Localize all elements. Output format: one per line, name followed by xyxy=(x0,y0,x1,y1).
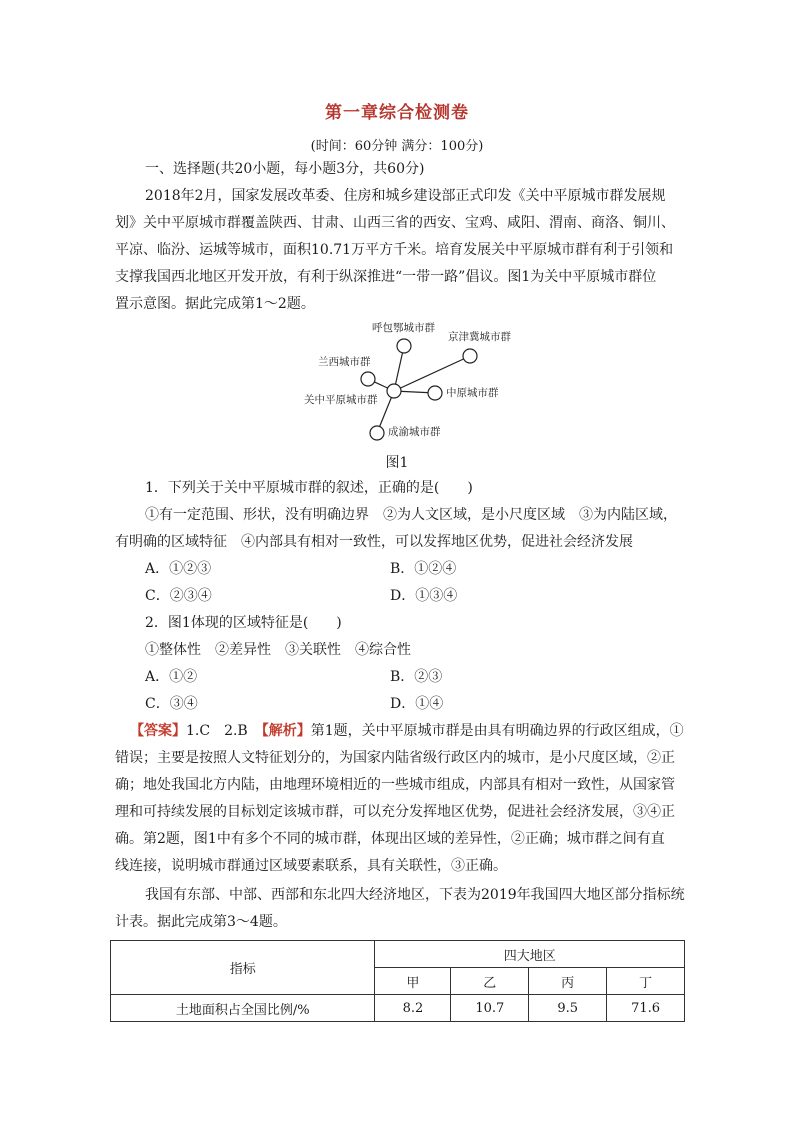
region-header: 甲 xyxy=(375,968,451,995)
table-header-regions: 四大地区 xyxy=(375,941,685,968)
q1-stem: 1．下列关于关中平原城市群的叙述，正确的是( ) xyxy=(145,480,473,496)
analysis-line-6: 线连接，说明城市群通过区域要素联系，具有关联性，③正确。 xyxy=(115,858,507,874)
q1-statement-1: ①有一定范围、形状，没有明确边界 ②为人文区域，是小尺度区域 ③为内陆区域， xyxy=(145,507,677,523)
table-cell: 71.6 xyxy=(607,995,685,1022)
intro-line-3: 平凉、临汾、运城等城市，面积10.71万平方千米。培育发展关中平原城市群有利于引领和 xyxy=(115,242,674,258)
answer-line-1 xyxy=(130,722,684,740)
q1-option-a: A．①②③ xyxy=(145,561,212,577)
table-cell: 9.5 xyxy=(529,995,607,1022)
q1-option-b: B．①②④ xyxy=(390,561,457,577)
intro-line-2: 划》关中平原城市群覆盖陕西、甘肃、山西三省的西安、宝鸡、咸阳、渭南、商洛、铜川、 xyxy=(115,215,675,231)
node-hubaoe xyxy=(397,339,411,353)
intro-line-1: 2018年2月，国家发展改革委、住房和城乡建设部正式印发《关中平原城市群发展规 xyxy=(145,188,666,204)
analysis-line-4: 理和可持续发展的目标划定该城市群，可以充分发挥地区优势，促进社会经济发展，③④正 xyxy=(115,804,675,820)
answer-text: 1.C 2.B xyxy=(186,723,262,739)
table-header-indicator: 指标 xyxy=(111,941,375,995)
label-center: 关中平原城市群 xyxy=(304,394,378,406)
label-chengyu: 成渝城市群 xyxy=(388,426,441,438)
center-node xyxy=(387,384,401,398)
region-header: 丙 xyxy=(529,968,607,995)
section2-line-1: 我国有东部、中部、西部和东北四大经济地区，下表为2019年我国四大地区部分指标统 xyxy=(145,887,685,903)
page-title: 第一章综合检测卷 xyxy=(325,103,469,123)
node-lanxi xyxy=(361,372,375,386)
q2-option-a: A．①② xyxy=(145,669,198,685)
q2-option-d: D．①④ xyxy=(390,696,444,712)
q1-statement-2: 有明确的区域特征 ④内部具有相对一致性，可以发挥地区优势，促进社会经济发展 xyxy=(115,534,633,550)
analysis-first-line: 第1题，关中平原城市群是由具有明确边界的行政区组成，① xyxy=(310,723,684,739)
table-cell: 10.7 xyxy=(451,995,529,1022)
region-header: 丁 xyxy=(607,968,685,995)
node-zhongyuan xyxy=(428,386,442,400)
q2-option-b: B．②③ xyxy=(390,669,443,685)
label-lanxi: 兰西城市群 xyxy=(318,356,371,368)
figure-caption: 图1 xyxy=(385,455,409,471)
q2-option-c: C．③④ xyxy=(145,696,198,712)
section2-line-2: 计表。据此完成第3～4题。 xyxy=(115,914,287,930)
intro-line-4: 支撑我国西北地区开发开放，有利于纵深推进“一带一路”倡议。图1为关中平原城市群位 xyxy=(115,269,657,285)
q2-statements: ①整体性 ②差异性 ③关联性 ④综合性 xyxy=(145,642,411,658)
label-jingjinji: 京津冀城市群 xyxy=(448,331,511,343)
label-zhongyuan: 中原城市群 xyxy=(446,387,499,399)
q1-option-c: C．②③④ xyxy=(145,588,212,604)
regions-table xyxy=(110,940,685,1022)
analysis-line-5: 确。第2题，图1中有多个不同的城市群，体现出区域的差异性，②正确；城市群之间有直 xyxy=(115,831,665,847)
row-label: 土地面积占全国比例/% xyxy=(111,995,375,1022)
label-hubaoe: 呼包鄂城市群 xyxy=(372,322,435,334)
analysis-tag: 【解析】 xyxy=(261,723,311,739)
node-chengyu xyxy=(370,426,384,440)
city-cluster-diagram xyxy=(300,318,540,448)
intro-line-5: 置示意图。据此完成第1～2题。 xyxy=(115,296,315,312)
answer-tag: 【答案】 xyxy=(130,723,186,739)
region-header: 乙 xyxy=(451,968,529,995)
node-jingjinji xyxy=(463,349,477,363)
analysis-line-3: 确；地处我国北方内陆，由地理环境相近的一些城市组成，内部具有相对一致性，从国家管 xyxy=(115,777,675,793)
section-heading: 一、选择题(共20小题，每小题3分，共60分) xyxy=(145,161,425,177)
table-row xyxy=(111,995,685,1022)
table-cell: 8.2 xyxy=(375,995,451,1022)
analysis-line-2: 错误；主要是按照人文特征划分的，为国家内陆省级行政区内的城市，是小尺度区域，②正 xyxy=(115,750,675,766)
exam-time-score: (时间：60分钟 满分：100分) xyxy=(310,139,484,154)
q2-stem: 2．图1体现的区域特征是( ) xyxy=(145,615,342,631)
q1-option-d: D．①③④ xyxy=(390,588,458,604)
